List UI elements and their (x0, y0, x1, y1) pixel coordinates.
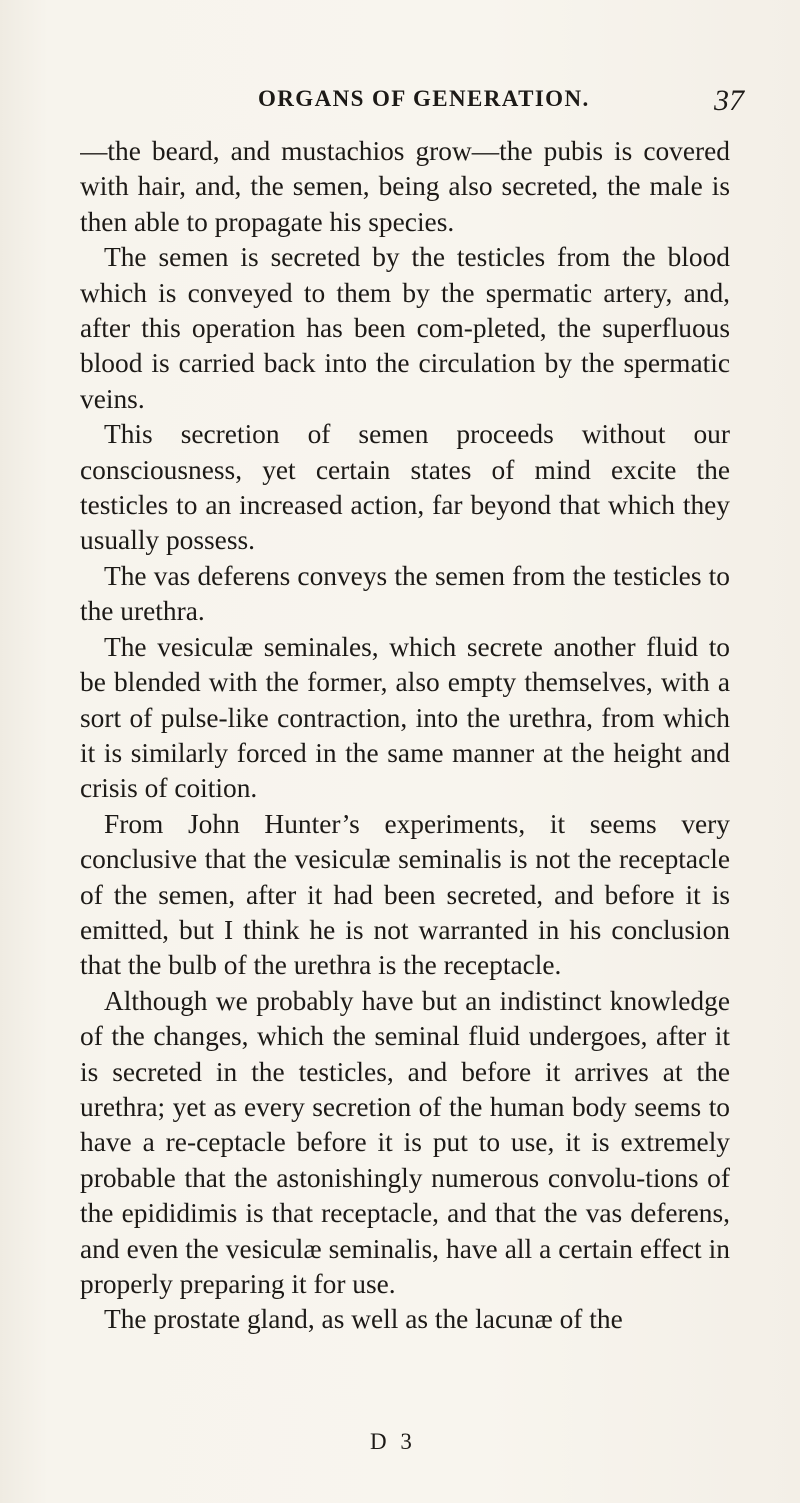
paragraph-consciousness: This secretion of semen proceeds without our consciousness, yet certain states of mind excite the testicles to an increased action, far beyond that which they usually possess. (80, 419, 730, 556)
paragraph-epididimis: Although we probably have but an indistinct knowledge of the changes, which the seminal fluid undergoes, after it is secreted in the testicles, and before it arrives at the urethra; yet as every secretion of the human body seems to have a re-ceptacle before it is put to use, it is extremely probable that the astonishingly numerous convolu-tions of the epididimis is that receptacle, and that the vas deferens, and even the vesiculæ seminalis, have all a certain effect in properly preparing it for use. (80, 985, 730, 1299)
page-number: 37 (714, 84, 744, 117)
signature-mark: D 3 (370, 1429, 416, 1454)
running-head (0, 86, 800, 116)
running-title: ORGANS OF GENERATION. (258, 86, 590, 111)
paragraph-vesiculae: The vesiculæ seminales, which secrete another fluid to be blended with the former, also empty themselves, with a sort of pulse-like contraction, into the urethra, from which it is similarly forced in the same manner at the height and crisis of coition. (80, 631, 730, 804)
paragraph-semen-secretion: The semen is secreted by the testicles from the blood which is conveyed to them by the spermatic artery, and, after this operation has been com-pleted, the superfluous blood is carried back into the circulation by the spermatic veins. (80, 242, 730, 414)
paragraph-hunter: From John Hunter’s experiments, it seems very conclusive that the vesiculæ seminalis is not the receptacle of the semen, after it had been secreted, and before it is emitted, but I think he is not warranted in his conclusion that the bulb of the urethra is the receptacle. (80, 808, 730, 981)
paragraph-continued: —the beard, and mustachios grow—the pubis is covered with hair, and, the semen, being also secreted, the male is then able to propagate his species. (80, 136, 730, 237)
paragraph-prostate: The prostate gland, as well as the lacunæ of the (104, 1304, 623, 1335)
paragraph-vas-deferens: The vas deferens conveys the semen from the testicles to the urethra. (80, 560, 730, 627)
body-text (80, 134, 730, 1429)
